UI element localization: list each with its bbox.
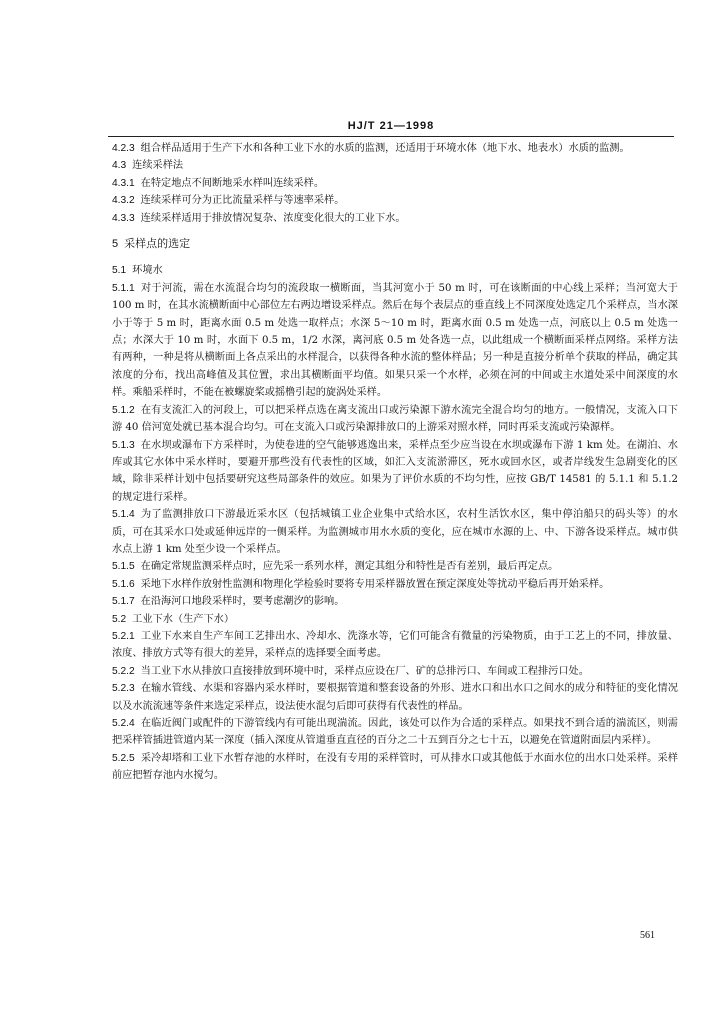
document-body: [112, 140, 678, 785]
heading-4-3: 4.3 连续采样法: [112, 160, 184, 172]
paragraph-5-2-5: 5.2.5 采冷却塔和工业下水暂存池的水样时，在没有专用的采样管时，可从排水口或其他低于水面水位的出水口处采样。采样前应把暂存池内水搅匀。: [112, 752, 678, 782]
paragraph-5-2-1: 5.2.1 工业下水来自生产车间工艺排出水、冷却水、洗涤水等，它们可能含有微量的污染物质，由于工艺上的不同，排放量、浓度、排放方式等有很大的差异，采样点的选择要全面考虑。: [112, 630, 678, 660]
paragraph-5-1-3: 5.1.3 在水坝或瀑布下方采样时，为使卷进的空气能够逃逸出来，采样点至少应当设在水坝或瀑布下游 1 km 处。在湖泊、水库或其它水体中采水样时，要避开那些没有代表性的区域，如汇入支流淤滞区，死水或回水区，或者岸线发生急剧变化的区域，除非采样计划中包括要研究这些局部条件的效应。如果为了评价水质的不均匀性，应按 GB/T 14581 的 5.1.1 和 5.1.2 的规定进行采样。: [112, 439, 678, 503]
paragraph-4-2-3: 4.2.3 组合样品适用于生产下水和各种工业下水的水质的监测，还适用于环境水体（地下水、地表水）水质的监测。: [112, 143, 630, 154]
paragraph-5-1-6: 5.1.6 采地下水样作放射性监测和物理化学检验时要将专用采样器放置在预定深度处等扰动平稳后再开始采样。: [112, 578, 610, 590]
paragraph-4-3-1: 4.3.1 在特定地点不间断地采水样叫连续采样。: [112, 177, 325, 189]
standard-code-header: HJ/T 21—1998: [108, 120, 674, 137]
heading-5-2: 5.2 工业下水（生产下水）: [112, 613, 235, 625]
paragraph-5-1-2: 5.1.2 在有支流汇入的河段上，可以把采样点选在离支流出口或污染源下游水流完全混合均匀的地方。一般情况，支流入口下游 40 倍河宽处就已基本混合均匀。可在支流入口或污染源排放口的上游采对照水样，同时再采支流或污染源样。: [112, 404, 678, 434]
heading-5-1: 5.1 环境水: [112, 265, 163, 277]
paragraph-5-1-7: 5.1.7 在沿海河口地段采样时，要考虑潮汐的影响。: [112, 596, 345, 608]
paragraph-5-1-5: 5.1.5 在确定常规监测采样点时，应先采一系列水样，测定其组分和特性是否有差别，最后再定点。: [112, 561, 559, 573]
paragraph-5-2-3: 5.2.3 在输水管线、水渠和容器内采水样时，要根据管道和整套设备的外形、进水口和出水口之间水的成分和特征的变化情况以及水流流速等条件来选定采样点，设法使水混匀后即可获得有代表性的样品。: [112, 683, 678, 712]
paragraph-5-1-1: 5.1.1 对于河流，需在水流混合均匀的流段取一横断面，当其河宽小于 50 m 时，可在该断面的中心线上采样；当河宽大于 100 m 时，在其水流横断面中心部位左右两边增设采样点。然后在每个表层点的垂直线上不同深度处选定几个采样点，当水深小于等于 5 m 时，距离水面 0.5 m 处选一取样点；水深 5～10 m 时，距离水面 0.5 m 处选一点，河底以上 0.5 m 处选一点；水深大于 10 m 时，水面下 0.5 m，1/2 水深，离河底 0.5 m 处各选一点，以此组成一个横断面采样点网络。采样方法有两种，一种是将从横断面上各点采出的水样混合，以获得各种水流的整体样品；另一种是直接分析单个获取的样品，确定其浓度的分布，找出高峰值及其位置，求出其横断面平均值。如果只采一个水样，必须在河的中间或主水道处采中间深度的水样。乘船采样时，不能在被螺旋桨或摇橹引起的旋涡处采样。: [112, 282, 678, 399]
page-number: 561: [640, 930, 655, 941]
paragraph-4-3-2: 4.3.2 连续采样可分为正比流量采样与等速率采样。: [112, 195, 345, 207]
section-5-title: 5 采样点的选定: [112, 238, 191, 251]
paragraph-4-3-3: 4.3.3 连续采样适用于排放情况复杂、浓度变化很大的工业下水。: [112, 212, 406, 224]
paragraph-5-2-2: 5.2.2 当工业下水从排放口直接排放到环境中时，采样点应设在厂、矿的总排污口、车间或工程排污口处。: [112, 665, 589, 677]
paragraph-5-1-4: 5.1.4 为了监测排放口下游最近采水区（包括城镇工业企业集中式给水区，农村生活饮水区，集中停泊船只的码头等）的水质，可在其采水口处或延伸远岸的一侧采样。为监测城市用水水质的变化，应在城市水源的上、中、下游各设采样点。城市供水点上游 1 km 处至少设一个采样点。: [112, 509, 678, 555]
paragraph-5-2-4: 5.2.4 在临近阀门或配件的下游管线内有可能出现湍流。因此，该处可以作为合适的采样点。如果找不到合适的湍流区，则需把采样管插进管道内某一深度（插入深度从管道垂直直径的百分之二十五到百分之七十五，以避免在管道附面层内采样）。: [112, 718, 678, 747]
